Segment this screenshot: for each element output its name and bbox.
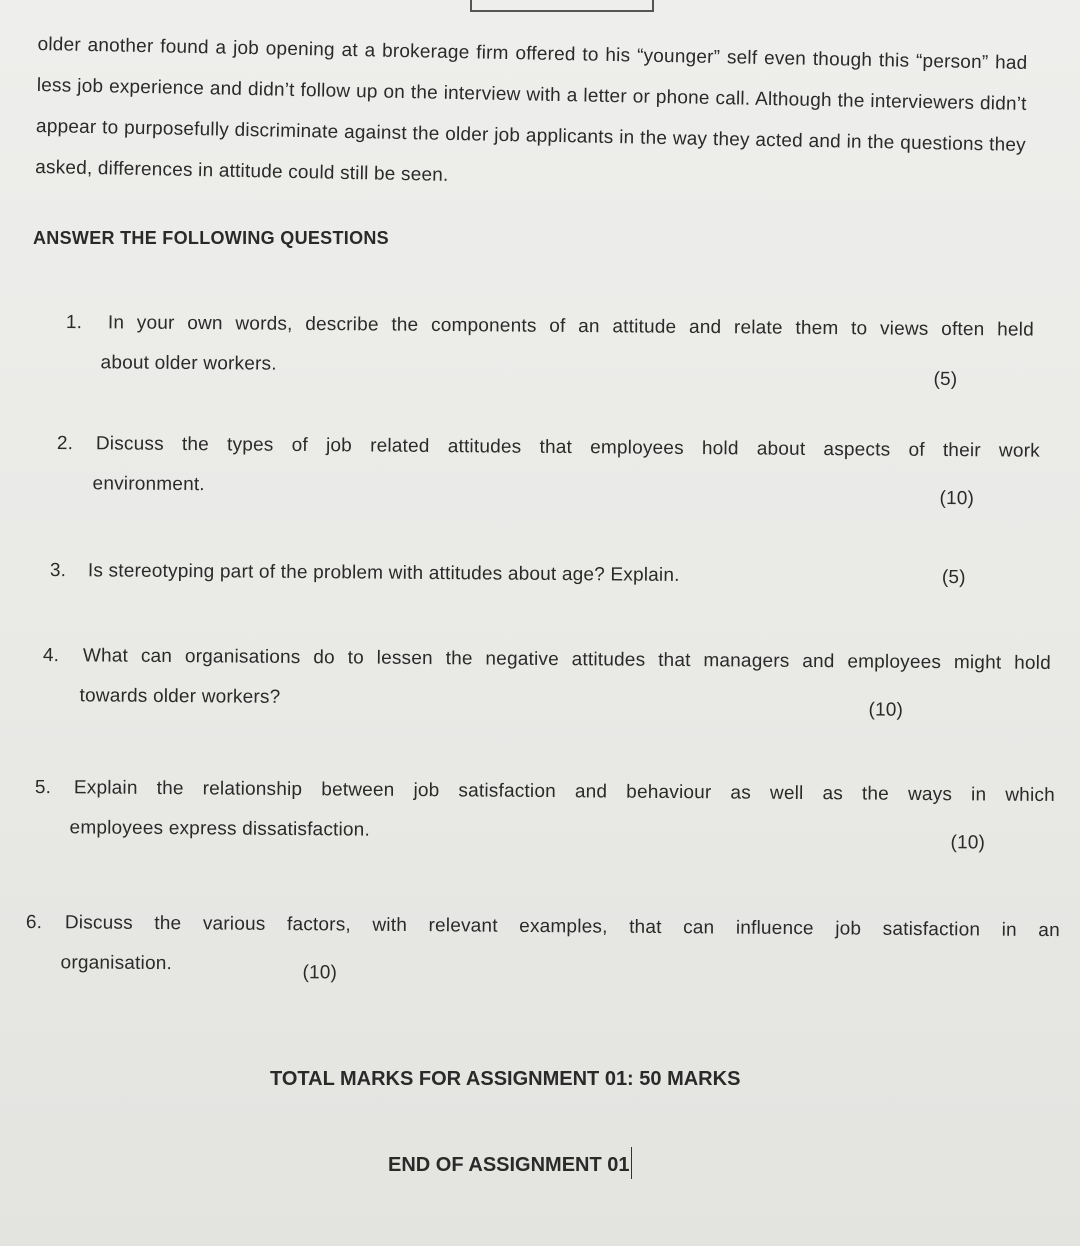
questions-heading: ANSWER THE FOLLOWING QUESTIONS (33, 228, 389, 248)
total-marks: TOTAL MARKS FOR ASSIGNMENT 01: 50 MARKS (270, 1068, 741, 1090)
end-of-assignment (388, 1147, 632, 1179)
question-text: Is stereotyping part of the problem with attitudes about age? Explain. (87, 560, 680, 586)
intro-paragraph: older another found a job opening at a brokerage firm offered to his “younger” self even though this “person” had less job experience and didn’t follow up on the interview with a letter or phone call. Although the interviewers didn’t appear to purposefully discriminate against the older job applicants in the way they acted and in the questions they asked, differences in attitude could still be seen. (35, 33, 1028, 186)
question-5 (34, 777, 1057, 854)
question-text: What can organisations do to lessen the negative attitudes that managers and employees might hold (82, 645, 1051, 674)
question-marks: (10) (939, 487, 975, 510)
question-marks: (10) (950, 832, 986, 854)
question-text-continued: towards older workers? (79, 685, 281, 708)
question-number: 1. (65, 312, 83, 334)
question-4 (42, 645, 1053, 721)
question-marks: (10) (302, 962, 338, 984)
question-number: 4. (42, 645, 60, 667)
question-text: In your own words, describe the components of an attitude and relate them to views often held (107, 312, 1034, 341)
question-marks: (5) (933, 368, 958, 391)
question-marks: (5) (941, 567, 966, 589)
question-number: 2. (56, 433, 74, 455)
question-number: 6. (25, 912, 43, 934)
question-text-continued: about older workers. (100, 352, 277, 375)
question-number: 3. (49, 560, 67, 582)
question-2 (56, 433, 1042, 510)
question-text-continued: organisation. (60, 952, 173, 975)
question-3 (49, 560, 980, 589)
end-text: END OF ASSIGNMENT 01 (388, 1154, 630, 1176)
question-text-continued: environment. (92, 473, 205, 496)
question-1 (65, 312, 1036, 391)
question-marks: (10) (868, 699, 904, 721)
top-border-line (470, 0, 654, 12)
question-6 (25, 912, 1062, 984)
question-number: 5. (34, 777, 52, 799)
text-cursor (631, 1147, 632, 1179)
question-text: Explain the relationship between job satisfaction and behaviour as well as the ways in which (73, 777, 1055, 807)
question-text: Discuss the types of job related attitudes that employees hold about aspects of their work (95, 433, 1040, 462)
question-text: Discuss the various factors, with relevant examples, that can influence job satisfaction in an (64, 912, 1060, 942)
question-text-continued: employees express dissatisfaction. (69, 817, 371, 841)
